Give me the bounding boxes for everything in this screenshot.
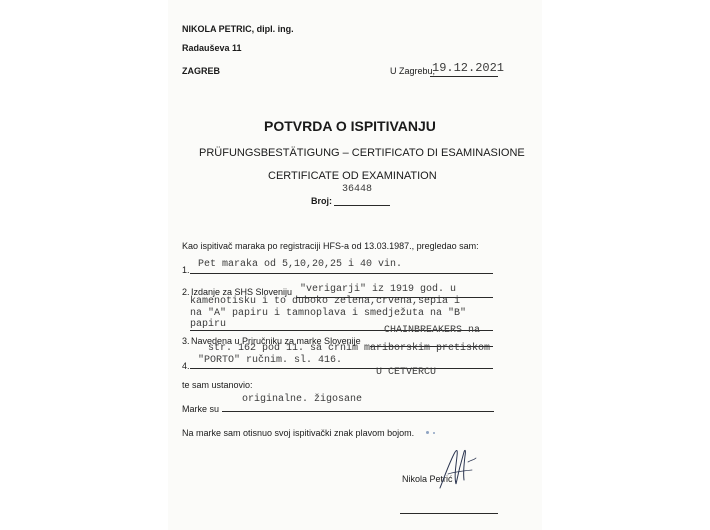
marks-underline bbox=[222, 411, 494, 412]
item-3-value-1: CHAINBREAKERS na bbox=[384, 325, 481, 336]
item-2-value-4: papiru bbox=[190, 319, 227, 330]
signature-underline bbox=[400, 513, 498, 514]
number-underline bbox=[334, 205, 390, 206]
item-2-value-2: kamenotisku i to duboko zelena,crvena,sepia i bbox=[190, 296, 461, 307]
closing-text: Na marke sam otisnuo svoj ispitivački znak plavom bojom. bbox=[182, 428, 415, 438]
item-3-number: 3. bbox=[182, 336, 190, 346]
item-1-number: 1. bbox=[182, 265, 190, 275]
item-2-label: Izdanje za SHS Sloveniju bbox=[191, 287, 293, 297]
item-4-value-2: U CETVERCU bbox=[376, 367, 437, 378]
signature-name: Nikola Petrić bbox=[402, 474, 453, 484]
number-label: Broj: bbox=[311, 196, 332, 206]
date-underline bbox=[430, 76, 498, 77]
item-2-number: 2. bbox=[182, 287, 190, 297]
item-3-label: Navedena u Priručniku za marke Slovenije bbox=[191, 336, 361, 346]
document-subtitle-de-it: PRÜFUNGSBESTÄTIGUNG – CERTIFICATO DI ESAMINASIONE bbox=[199, 147, 525, 159]
intro-text: Kao ispitivač maraka po registraciji HFS-a od 13.03.1987., pregledao sam: bbox=[182, 241, 479, 251]
document-sheet bbox=[168, 0, 542, 530]
item-1-underline bbox=[190, 273, 493, 274]
handwritten-signature bbox=[434, 444, 484, 492]
item-4-number: 4. bbox=[182, 361, 190, 371]
item-4-underline bbox=[190, 368, 493, 369]
item-2-value-3: na "A" papiru i tamnoplava i smedježuta na "B" bbox=[190, 308, 467, 319]
item-4-value: "PORTO" ručnim. sl. 416. bbox=[198, 355, 343, 366]
ink-dot-2 bbox=[433, 432, 435, 434]
found-label: te sam ustanovio: bbox=[182, 380, 253, 390]
item-2-value-1: "verigarji" iz 1919 god. u bbox=[300, 284, 457, 295]
place-label: U Zagrebu, bbox=[390, 66, 436, 76]
ink-dot bbox=[426, 431, 429, 434]
sender-name: NIKOLA PETRIC, dipl. ing. bbox=[182, 24, 294, 34]
item-1-value: Pet maraka od 5,10,20,25 i 40 vin. bbox=[198, 259, 403, 270]
marks-value: originalne. žigosane bbox=[242, 394, 363, 405]
sender-street: Radauševa 11 bbox=[182, 43, 242, 53]
item-3-value-2: str. 162 pod 11. sa crnim mariborskim pretiskom bbox=[208, 343, 491, 354]
document-title: POTVRDA O ISPITIVANJU bbox=[264, 118, 436, 134]
number-value: 36448 bbox=[342, 184, 373, 195]
document-subtitle-en: CERTIFICATE OD EXAMINATION bbox=[268, 170, 437, 182]
date-value: 19.12.2021 bbox=[432, 61, 505, 75]
sender-city: ZAGREB bbox=[182, 66, 220, 76]
marks-label: Marke su bbox=[182, 404, 220, 414]
